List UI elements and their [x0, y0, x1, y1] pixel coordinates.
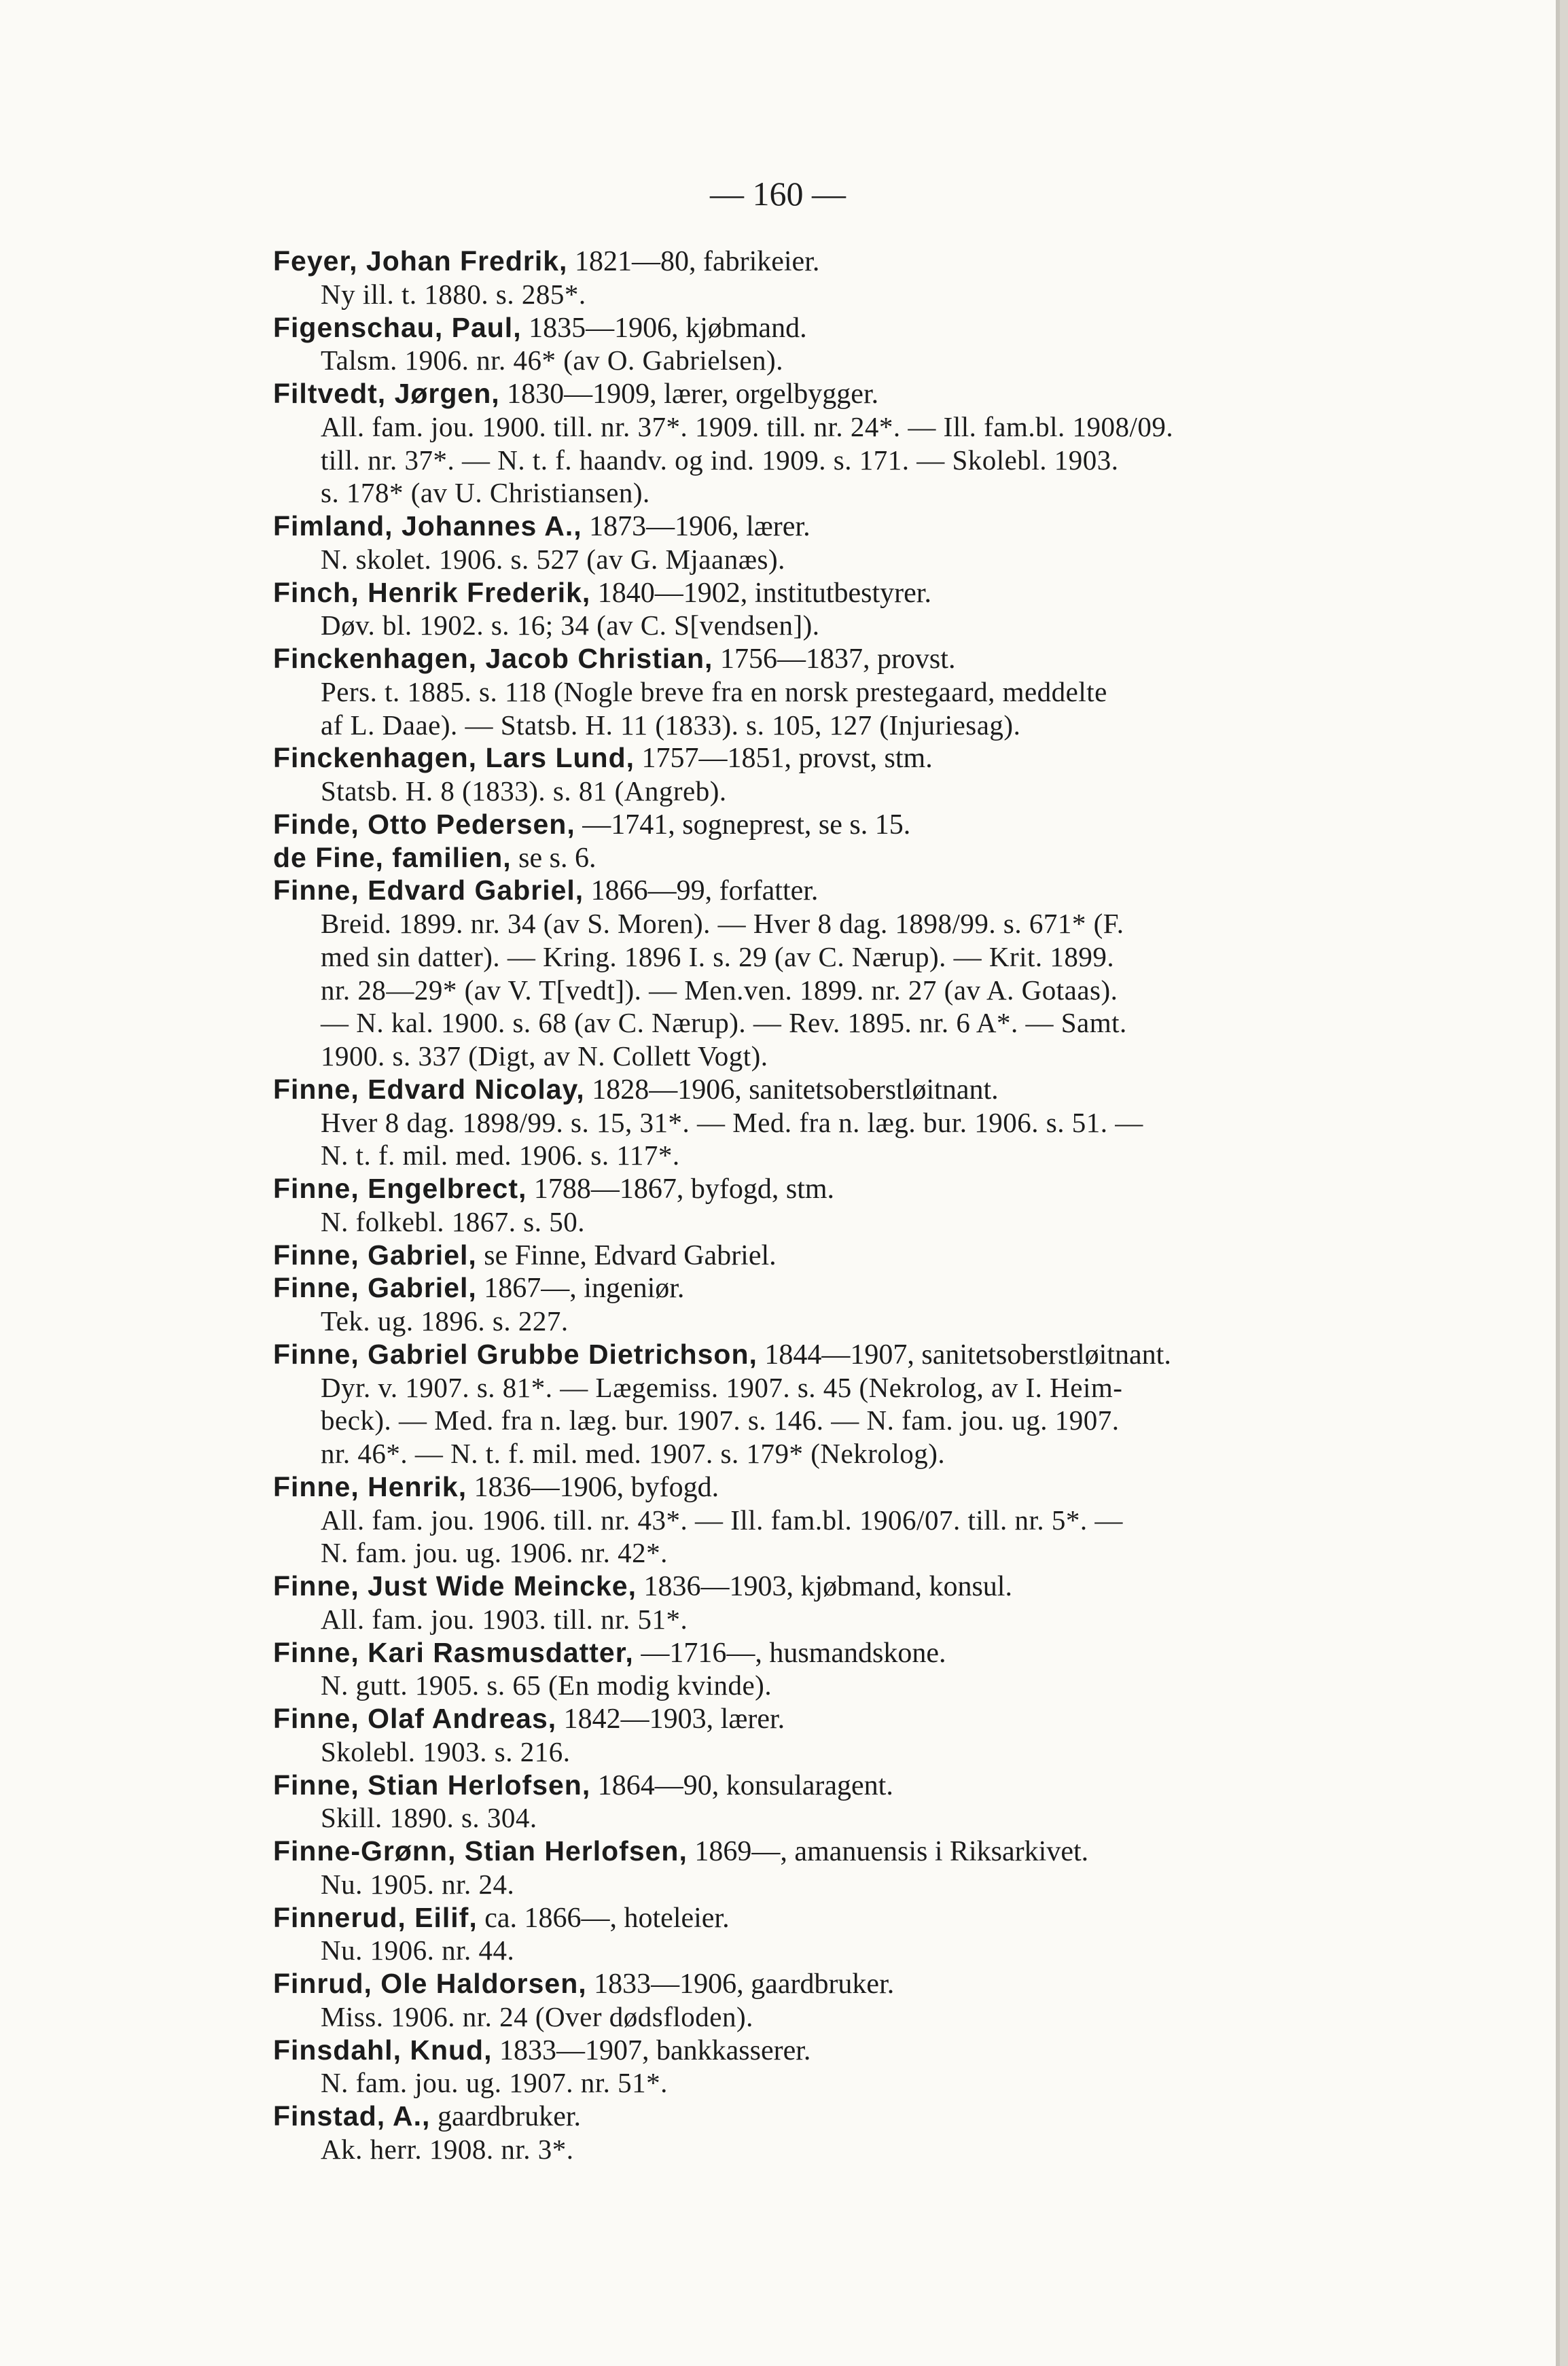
entry-heading [273, 510, 1469, 543]
entry-details: ca. 1866—, hoteleier. [477, 1902, 730, 1934]
entry-list [273, 245, 1469, 2166]
entry-details: 1756—1837, provst. [713, 643, 956, 675]
bibliography-entry [273, 245, 1469, 311]
bibliography-entry [273, 1338, 1469, 1470]
entry-details: 1873—1906, lærer. [582, 511, 810, 542]
entry-name: Finch, Henrik Frederik, [273, 576, 591, 608]
bibliography-entry [273, 1239, 1469, 1272]
entry-name: Finnerud, Eilif, [273, 1901, 478, 1933]
entry-name: Fimland, Johannes A., [273, 510, 582, 542]
entry-name: Finne, Just Wide Meincke, [273, 1570, 637, 1602]
bibliography-entry [273, 808, 1469, 841]
entry-details: 1869—, amanuensis i Riksarkivet. [687, 1836, 1089, 1867]
entry-name: Finckenhagen, Jacob Christian, [273, 643, 713, 674]
entry-name: Finne, Gabriel Grubbe Dietrichson, [273, 1338, 758, 1370]
entry-details: 1757—1851, provst, stm. [635, 743, 933, 775]
entry-reference: All. fam. jou. 1903. till. nr. 51*. [321, 1603, 688, 1635]
entry-details: 1821—80, fabrikeier. [567, 246, 820, 277]
entry-reference: Ny ill. t. 1880. s. 285*. [321, 278, 586, 310]
entry-name: Finsdahl, Knud, [273, 2034, 493, 2066]
entry-name: de Fine, familien, [273, 841, 512, 873]
bibliography-entry [273, 2034, 1469, 2100]
entry-details: 1830—1909, lærer, orgelbygger. [499, 378, 879, 410]
bibliography-entry [273, 1901, 1469, 1968]
bibliography-entry [273, 576, 1469, 643]
entry-name: Finne, Olaf Andreas, [273, 1703, 557, 1734]
entry-heading [273, 2100, 1469, 2133]
entry-reference: N. skolet. 1906. s. 527 (av G. Mjaanæs). [321, 543, 785, 575]
entry-name: Finrud, Ole Haldorsen, [273, 1968, 587, 1999]
entry-heading [273, 311, 1469, 345]
entry-heading [273, 1901, 1469, 1935]
entry-reference: N. fam. jou. ug. 1906. nr. 42*. [321, 1537, 668, 1569]
entry-name: Finne, Engelbrect, [273, 1173, 527, 1204]
entry-heading [273, 1835, 1469, 1868]
entry-heading [273, 1073, 1469, 1106]
entry-details: —1741, sogneprest, se s. 15. [575, 809, 911, 841]
entry-heading [273, 1636, 1469, 1670]
entry-details: se Finne, Edvard Gabriel. [476, 1239, 777, 1271]
entry-heading [273, 1470, 1469, 1504]
entry-name: Finne, Stian Herlofsen, [273, 1769, 591, 1801]
entry-name: Finde, Otto Pedersen, [273, 808, 575, 840]
entry-heading [273, 1570, 1469, 1603]
entry-reference: N. folkebl. 1867. s. 50. [321, 1205, 585, 1237]
entry-details: gaardbruker. [430, 2101, 582, 2132]
entry-heading [273, 808, 1469, 841]
entry-reference: N. t. f. mil. med. 1906. s. 117*. [321, 1140, 680, 1171]
entry-reference: Nu. 1905. nr. 24. [321, 1868, 515, 1900]
bibliography-entry [273, 510, 1469, 576]
entry-reference: till. nr. 37*. — N. t. f. haandv. og ind. 1909. s. 171. — Skolebl. 1903. [321, 444, 1119, 476]
bibliography-entry [273, 377, 1469, 510]
entry-heading [273, 841, 1469, 875]
entry-name: Finne, Gabriel, [273, 1239, 477, 1271]
entry-reference: Statsb. H. 8 (1833). s. 81 (Angreb). [321, 775, 727, 807]
entry-details: 1840—1902, institutbestyrer. [590, 577, 931, 609]
entry-reference: Pers. t. 1885. s. 118 (Nogle breve fra en norsk prestegaard, meddelte [321, 675, 1107, 707]
entry-heading [273, 377, 1469, 410]
entry-heading [273, 1239, 1469, 1272]
entry-name: Finne-Grønn, Stian Herlofsen, [273, 1835, 688, 1867]
entry-reference: Hver 8 dag. 1898/99. s. 15, 31*. — Med. fra n. læg. bur. 1906. s. 51. — [321, 1106, 1143, 1138]
entry-reference: Miss. 1906. nr. 24 (Over dødsfloden). [321, 2000, 753, 2032]
entry-reference: s. 178* (av U. Christiansen). [321, 477, 650, 509]
entry-heading [273, 1769, 1469, 1802]
entry-details: 1788—1867, byfogd, stm. [527, 1173, 835, 1205]
entry-heading [273, 741, 1469, 775]
entry-reference: nr. 28—29* (av V. T[vedt]). — Men.ven. 1899. nr. 27 (av A. Gotaas). [321, 974, 1118, 1006]
entry-heading [273, 2034, 1469, 2067]
entry-details: 1844—1907, sanitetsoberstløitnant. [757, 1339, 1171, 1371]
entry-name: Finstad, A., [273, 2100, 431, 2132]
entry-reference: Dyr. v. 1907. s. 81*. — Lægemiss. 1907. s. 45 (Nekrolog, av I. Heim- [321, 1371, 1123, 1403]
entry-name: Finne, Gabriel, [273, 1272, 477, 1304]
entry-name: Figenschau, Paul, [273, 311, 522, 343]
entry-details: 1836—1903, kjøbmand, konsul. [636, 1571, 1012, 1602]
entry-reference: Skolebl. 1903. s. 216. [321, 1735, 571, 1767]
entry-details: 1833—1906, gaardbruker. [586, 1968, 895, 2000]
entry-reference: Skill. 1890. s. 304. [321, 1802, 537, 1834]
entry-name: Finne, Henrik, [273, 1470, 467, 1502]
bibliography-entry [273, 1967, 1469, 2034]
entry-heading [273, 1702, 1469, 1735]
entry-details: se s. 6. [511, 842, 596, 874]
bibliography-entry [273, 1769, 1469, 1835]
entry-details: 1842—1903, lærer. [556, 1703, 785, 1735]
entry-details: 1828—1906, sanitetsoberstløitnant. [584, 1074, 999, 1106]
entry-name: Filtvedt, Jørgen, [273, 378, 500, 409]
entry-details: 1867—, ingeniør. [476, 1273, 685, 1305]
entry-reference: Talsm. 1906. nr. 46* (av O. Gabrielsen). [321, 345, 783, 376]
entry-heading [273, 576, 1469, 610]
entry-reference: Tek. ug. 1896. s. 227. [321, 1305, 569, 1337]
entry-reference: Nu. 1906. nr. 44. [321, 1935, 515, 1966]
bibliography-entry [273, 1470, 1469, 1570]
bibliography-entry [273, 311, 1469, 378]
entry-name: Finckenhagen, Lars Lund, [273, 742, 635, 774]
entry-reference: Breid. 1899. nr. 34 (av S. Moren). — Hver 8 dag. 1898/99. s. 671* (F. [321, 908, 1124, 939]
entry-reference: af L. Daae). — Statsb. H. 11 (1833). s. 105, 127 (Injuriesag). [321, 709, 1021, 741]
bibliography-entry [273, 1636, 1469, 1703]
bibliography-entry [273, 841, 1469, 875]
entry-details: 1835—1906, kjøbmand. [521, 312, 807, 344]
entry-name: Finne, Kari Rasmusdatter, [273, 1636, 634, 1668]
bibliography-entry [273, 1835, 1469, 1901]
entry-heading [273, 642, 1469, 675]
bibliography-entry [273, 741, 1469, 808]
entry-reference: All. fam. jou. 1906. till. nr. 43*. — Ill. fam.bl. 1906/07. till. nr. 5*. — [321, 1504, 1123, 1536]
entry-heading [273, 245, 1469, 278]
entry-reference: N. fam. jou. ug. 1907. nr. 51*. [321, 2067, 668, 2099]
bibliography-entry [273, 1570, 1469, 1636]
entry-reference: Døv. bl. 1902. s. 16; 34 (av C. S[vendsen]). [321, 610, 820, 641]
entry-reference: Ak. herr. 1908. nr. 3*. [321, 2133, 574, 2165]
bibliography-entry [273, 1271, 1469, 1338]
entry-heading [273, 1338, 1469, 1371]
entry-heading [273, 1967, 1469, 2000]
bibliography-entry [273, 642, 1469, 741]
entry-reference: N. gutt. 1905. s. 65 (En modig kvinde). [321, 1670, 772, 1701]
page-number: — 160 — [710, 175, 846, 213]
entry-heading [273, 1172, 1469, 1205]
bibliography-entry [273, 1702, 1469, 1769]
bibliography-entry [273, 874, 1469, 1073]
entry-reference: med sin datter). — Kring. 1896 I. s. 29 (av C. Nærup). — Krit. 1899. [321, 940, 1115, 972]
entry-name: Finne, Edvard Nicolay, [273, 1073, 585, 1105]
entry-details: 1866—99, forfatter. [584, 875, 819, 907]
entry-reference: nr. 46*. — N. t. f. mil. med. 1907. s. 179* (Nekrolog). [321, 1438, 946, 1469]
entry-reference: All. fam. jou. 1900. till. nr. 37*. 1909. till. nr. 24*. — Ill. fam.bl. 1908/09. [321, 410, 1174, 442]
entry-details: 1833—1907, bankkasserer. [492, 2034, 811, 2066]
bibliography-entry [273, 2100, 1469, 2166]
bibliography-entry [273, 1073, 1469, 1172]
entry-reference: 1900. s. 337 (Digt, av N. Collett Vogt). [321, 1040, 768, 1072]
entry-heading [273, 874, 1469, 907]
bibliography-entry [273, 1172, 1469, 1239]
entry-heading [273, 1271, 1469, 1305]
entry-name: Finne, Edvard Gabriel, [273, 875, 584, 906]
entry-details: —1716—, husmandskone. [633, 1637, 946, 1669]
entry-reference: beck). — Med. fra n. læg. bur. 1907. s. 146. — N. fam. jou. ug. 1907. [321, 1405, 1120, 1436]
entry-details: 1836—1906, byfogd. [467, 1471, 719, 1503]
entry-name: Feyer, Johan Fredrik, [273, 245, 568, 277]
entry-details: 1864—90, konsularagent. [590, 1769, 893, 1801]
entry-reference: — N. kal. 1900. s. 68 (av C. Nærup). — Rev. 1895. nr. 6 A*. — Samt. [321, 1007, 1127, 1039]
